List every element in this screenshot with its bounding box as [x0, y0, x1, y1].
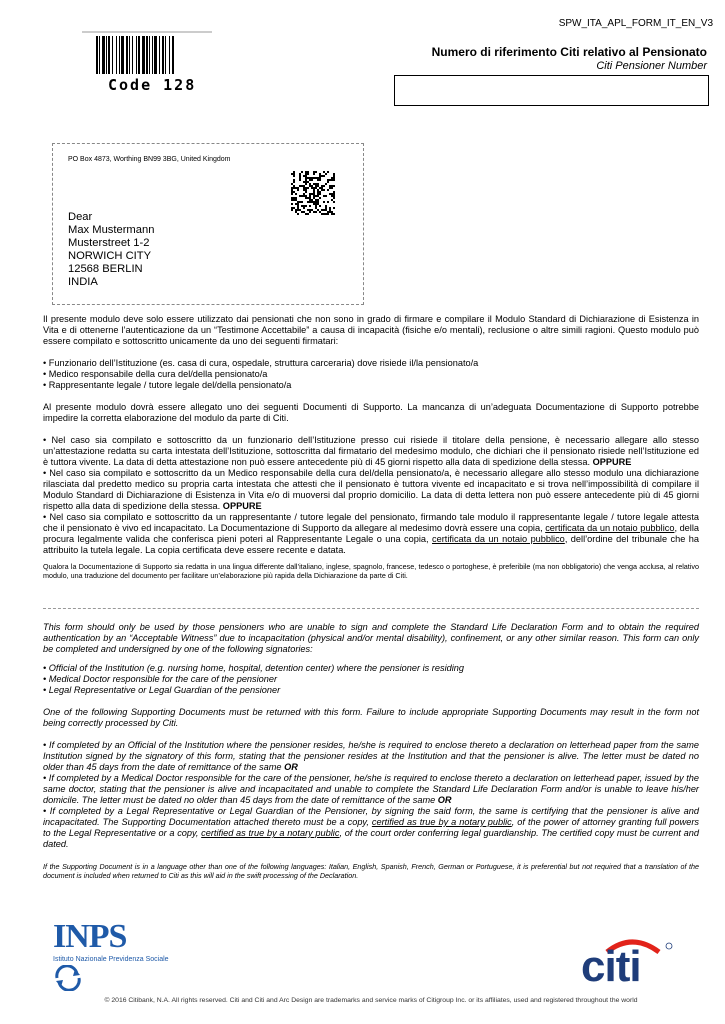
qr-module — [331, 185, 333, 187]
qr-module — [309, 197, 311, 199]
qr-module — [307, 209, 309, 211]
barcode-bar — [154, 36, 157, 74]
english-case-1: • If completed by an Official of the Institution where the pensioner resides, he/she is required to enclose thereto a declaration on letterhead paper from the same Institution signed by the signatory of this form, stating that the pensioner resides at the Institution and that the pensioner is alive. The letter must be dated no older than 45 days from the date of remittance of the same OR — [43, 740, 699, 772]
qr-module — [333, 201, 335, 203]
barcode-bar — [152, 36, 153, 74]
qr-module — [323, 175, 325, 177]
qr-module — [331, 199, 333, 201]
qr-module — [315, 185, 317, 187]
qr-module — [315, 195, 317, 197]
qr-module — [317, 185, 319, 187]
list-item: • Rappresentante legale / tutore legale del/della pensionato/a — [43, 380, 699, 391]
italian-case-1: • Nel caso sia compilato e sottoscritto da un funzionario dell’Istituzione presso cui risiede il titolare della pensione, è necessario allegare allo stesso un’attestazione redatta su carta intestata dell’Istituzione, sottoscritta dal firmatario del medesimo modulo, che dichiari che il pensionato risiede nell’Istituzione ed è tuttora vivente. La data di detta attestazione non può essere antecedente più di 45 giorni rispetto alla data di spedizione della stessa. OPPURE — [43, 435, 699, 467]
qr-module — [315, 211, 317, 213]
qr-module — [333, 175, 335, 177]
qr-module — [315, 203, 317, 205]
form-code: SPW_ITA_APL_FORM_IT_EN_V3 — [558, 18, 713, 29]
qr-module — [317, 199, 319, 201]
qr-module — [309, 199, 311, 201]
qr-module — [293, 187, 295, 189]
qr-module — [299, 179, 301, 181]
barcode-bar — [126, 36, 128, 74]
qr-module — [297, 203, 299, 205]
qr-module — [307, 181, 309, 183]
list-item: • Medico responsabile della cura del/della pensionato/a — [43, 369, 699, 380]
italian-case-3: • Nel caso sia compilato e sottoscritto da un rappresentante / tutore legale del pensionato, firmando tale modulo il rappresentante legale / tutore legale attesta che il pensionato è vivo ed incapacitato. La Documentazione di Supporto da allegare al medesimo dovrà essere una copia, certificata da un notaio pubblico, della procura legalmente valida che conferisca pieni poteri al Rappresentante Legale o una copia, certificata da un notaio pubblico, dell’ordine del tribunale che ha attribuito la tutela legale. La copia certificata deve essere recente e datata. — [43, 512, 699, 555]
qr-module — [321, 189, 323, 191]
qr-module — [313, 195, 315, 197]
certified-link: certificata da un notaio pubblico — [545, 523, 675, 533]
english-section — [43, 622, 699, 880]
list-item: • Funzionario dell’Istituzione (es. casa di cura, ospedale, struttura carceraria) dove risiede il/la pensionato/a — [43, 358, 699, 369]
qr-module — [317, 177, 319, 179]
qr-module — [319, 211, 321, 213]
qr-module — [319, 193, 321, 195]
qr-module — [321, 187, 323, 189]
english-docs-intro: One of the following Supporting Documents must be returned with this form. Failure to include appropriate Supporting Documents may result in the form not being correctly processed by Citi. — [43, 707, 699, 728]
qr-module — [313, 187, 315, 189]
qr-module — [317, 183, 319, 185]
certified-link: certified as true by a notary public — [201, 828, 340, 838]
qr-module — [301, 211, 303, 213]
qr-module — [331, 187, 333, 189]
barcode-bar — [132, 36, 133, 74]
qr-module — [325, 183, 327, 185]
address-line: Max Mustermann — [68, 224, 155, 236]
list-item: • Official of the Institution (e.g. nursing home, hospital, detention center) where the pensioner is residing — [43, 663, 699, 674]
qr-module — [311, 199, 313, 201]
certified-link: certified as true by a notary public — [371, 817, 512, 827]
qr-module — [303, 187, 305, 189]
qr-module — [325, 173, 327, 175]
qr-module — [321, 209, 323, 211]
qr-module — [311, 187, 313, 189]
qr-module — [301, 205, 303, 207]
qr-module — [331, 179, 333, 181]
qr-module — [329, 193, 331, 195]
qr-module — [293, 207, 295, 209]
barcode-bar — [146, 36, 148, 74]
barcode-bar — [159, 36, 160, 74]
qr-module — [297, 207, 299, 209]
address-line: Musterstreet 1-2 — [68, 237, 150, 249]
qr-module — [323, 201, 325, 203]
qr-module — [327, 211, 329, 213]
return-address: PO Box 4873, Worthing BN99 3BG, United Kingdom — [68, 156, 231, 163]
barcode-bar — [108, 36, 110, 74]
qr-module — [309, 205, 311, 207]
qr-module — [329, 209, 331, 211]
qr-module — [305, 191, 307, 193]
qr-module — [307, 171, 309, 173]
barcode-bar — [136, 36, 137, 74]
qr-module — [305, 189, 307, 191]
qr-module — [295, 187, 297, 189]
qr-module — [315, 207, 317, 209]
qr-module — [299, 185, 301, 187]
barcode-bar — [142, 36, 145, 74]
qr-module — [333, 213, 335, 215]
address-line: INDIA — [68, 276, 98, 288]
qr-module — [293, 181, 295, 183]
qr-module — [303, 207, 305, 209]
qr-module — [293, 185, 295, 187]
copyright: © 2016 Citibank, N.A. All rights reserved. Citi and Citi and Arc Design are trademarks and service marks of Citigroup Inc. or its affiliates, used and registered throughout the world — [104, 997, 638, 1004]
qr-module — [303, 211, 305, 213]
qr-module — [309, 177, 311, 179]
qr-module — [299, 209, 301, 211]
italian-docs-intro: Al presente modulo dovrà essere allegato uno dei seguenti Documenti di Supporto. La mancanza di un’adeguata Documentazione di Supporto potrebbe impedire la corretta elaborazione del modulo da parte di Citi. — [43, 402, 699, 423]
barcode-bar — [102, 36, 105, 74]
qr-module — [293, 199, 295, 201]
qr-module — [319, 177, 321, 179]
qr-module — [313, 211, 315, 213]
citi-logo: citi — [577, 930, 677, 990]
qr-module — [317, 201, 319, 203]
qr-module — [313, 203, 315, 205]
qr-module — [305, 181, 307, 183]
qr-module — [321, 175, 323, 177]
qr-module — [319, 173, 321, 175]
italian-intro: Il presente modulo deve solo essere utilizzato dai pensionati che non sono in grado di firmare e compilare il Modulo Standard di Dichiarazione di Esistenza in Vita e di ottenerne l’autenticazione da un “Testimone Accettabile” a causa di incapacità (fisiche e/o mentali), reclusione o altre simili ragioni. Questo modulo può essere compilato e sottoscritto unicamente da uno dei seguenti firmatari: — [43, 314, 699, 346]
qr-module — [297, 209, 299, 211]
english-intro: This form should only be used by those pensioners who are unable to sign and complete the Standard Life Declaration Form and to obtain the required authentication by an “Acceptable Witness” due to incapacitation (physical and/or mental disability), confinement, or any other similar reason. This form can only be completed and undersigned by one of the following signatories: — [43, 622, 699, 654]
english-case-3: • If completed by a Legal Representative or Legal Guardian of the Pensioner, by signing the said form, the same is certifying that the pensioner is alive and incapacitated. The Supporting Documentation attached thereto must be a copy, certified as true by a notary public, of the power of attorney granting full powers to the Legal Representative or a copy, certified as true by a notary public, of the court order conferring legal guardianship. The certified copy must be current and dated. — [43, 806, 700, 849]
qr-module — [295, 203, 297, 205]
english-signatories — [43, 663, 699, 696]
qr-module — [305, 177, 307, 179]
qr-module — [309, 209, 311, 211]
qr-module — [329, 211, 331, 213]
italian-note: Qualora la Documentazione di Supporto sia redatta in una lingua differente dall’italiano, inglese, spagnolo, francese, tedesco o portoghese, è preferibile (ma non obbligatorio) che venga acclusa, al relativo modulo, una traduzione del documento per facilitare un’elaborazione più rapida della Dichiarazione da parte di Citi. — [43, 562, 699, 580]
qr-module — [307, 197, 309, 199]
qr-module — [323, 171, 325, 173]
qr-module — [317, 179, 319, 181]
qr-module — [331, 193, 333, 195]
qr-module — [325, 205, 327, 207]
qr-module — [299, 201, 301, 203]
qr-module — [301, 185, 303, 187]
certified-link: certificata da un notaio pubblico — [432, 534, 565, 544]
qr-module — [307, 187, 309, 189]
qr-module — [323, 185, 325, 187]
qr-module — [307, 213, 309, 215]
qr-module — [303, 175, 305, 177]
qr-module — [303, 195, 305, 197]
barcode-bar — [149, 36, 150, 74]
qr-module — [303, 185, 305, 187]
qr-module — [315, 187, 317, 189]
qr-module — [303, 193, 305, 195]
qr-module — [291, 203, 293, 205]
qr-module — [307, 173, 309, 175]
qr-module — [317, 195, 319, 197]
qr-module — [291, 209, 293, 211]
qr-module — [319, 191, 321, 193]
barcode-caption: Code 128 — [108, 76, 197, 94]
qr-module — [305, 175, 307, 177]
qr-module — [295, 197, 297, 199]
oppure-label: OPPURE — [592, 457, 632, 467]
address-line: NORWICH CITY — [68, 250, 152, 262]
qr-module — [291, 193, 293, 195]
qr-module — [317, 209, 319, 211]
qr-module — [305, 173, 307, 175]
qr-module — [315, 177, 317, 179]
qr-module — [321, 185, 323, 187]
qr-module — [307, 177, 309, 179]
qr-module — [329, 185, 331, 187]
qr-module — [321, 213, 323, 215]
qr-module — [291, 197, 293, 199]
qr-module — [303, 181, 305, 183]
qr-module — [305, 195, 307, 197]
qr-module — [313, 183, 315, 185]
qr-module — [299, 175, 301, 177]
qr-module — [299, 173, 301, 175]
qr-module — [295, 209, 297, 211]
section-divider — [43, 608, 699, 609]
barcode-bar — [165, 36, 166, 74]
barcode-bar — [116, 36, 117, 74]
qr-module — [305, 187, 307, 189]
qr-module — [309, 179, 311, 181]
qr-module — [291, 189, 293, 191]
qr-module — [315, 205, 317, 207]
qr-module — [297, 213, 299, 215]
ref-title: Numero di riferimento Citi relativo al Pensionato — [431, 45, 707, 59]
qr-module — [317, 191, 319, 193]
qr-module — [317, 203, 319, 205]
english-note: If the Supporting Document is in a language other than one of the following languages: Italian, English, Spanish, French, German or Portuguese, it is preferential but not required that a translation of the document is included when returned to Citi as this will aid in the swift processing of the Declaration. — [43, 862, 699, 880]
qr-module — [299, 195, 301, 197]
qr-module — [291, 173, 293, 175]
barcode-bar — [106, 36, 107, 74]
inps-logo: INPS Istituto Nazionale Previdenza Sociale — [53, 920, 183, 992]
qr-module — [325, 209, 327, 211]
qr-module — [329, 179, 331, 181]
qr-module — [323, 213, 325, 215]
qr-module — [327, 181, 329, 183]
qr-module — [297, 187, 299, 189]
qr-module — [293, 173, 295, 175]
qr-module — [333, 197, 335, 199]
qr-module — [313, 189, 315, 191]
qr-module — [303, 205, 305, 207]
qr-module — [301, 201, 303, 203]
qr-module — [319, 179, 321, 181]
qr-module — [333, 173, 335, 175]
barcode-bar — [138, 36, 140, 74]
qr-module — [311, 177, 313, 179]
qr-module — [319, 187, 321, 189]
qr-module — [319, 197, 321, 199]
qr-module — [333, 195, 335, 197]
barcode-bar — [172, 36, 174, 74]
qr-module — [291, 191, 293, 193]
qr-module — [311, 209, 313, 211]
qr-code-icon — [291, 171, 335, 215]
english-case-2: • If completed by a Medical Doctor responsible for the care of the pensioner, he/she is required to enclose thereto a declaration on letterhead paper, issued by the same doctor, stating that the pensioner is alive and incapacitated and unable to complete the Standard Life Declaration Form and/or is unable to leave his/her domicile. The letter must be dated no older than 45 days from the date of remittance of the same OR — [43, 773, 699, 805]
qr-module — [333, 177, 335, 179]
barcode-bar — [99, 36, 100, 74]
qr-module — [333, 193, 335, 195]
inps-arrows-icon — [53, 965, 83, 991]
qr-module — [295, 193, 297, 195]
qr-module — [309, 195, 311, 197]
qr-module — [311, 201, 313, 203]
qr-module — [305, 205, 307, 207]
qr-module — [309, 193, 311, 195]
qr-module — [323, 189, 325, 191]
qr-module — [331, 177, 333, 179]
qr-module — [309, 183, 311, 185]
list-item: • Medical Doctor responsible for the care of the pensioner — [43, 674, 699, 685]
ref-subtitle: Citi Pensioner Number — [596, 60, 707, 72]
list-item: • Legal Representative or Legal Guardian of the pensioner — [43, 685, 699, 696]
italian-section — [43, 314, 699, 580]
qr-module — [333, 191, 335, 193]
qr-module — [313, 191, 315, 193]
qr-module — [317, 189, 319, 191]
barcode-bar — [119, 36, 120, 74]
barcode-bar — [96, 36, 98, 74]
qr-module — [311, 185, 313, 187]
qr-module — [323, 195, 325, 197]
qr-module — [309, 201, 311, 203]
pensioner-number-field[interactable] — [394, 75, 709, 106]
qr-module — [293, 191, 295, 193]
qr-module — [325, 207, 327, 209]
barcode-bar — [112, 36, 113, 74]
recipient-address — [68, 211, 154, 289]
qr-module — [305, 197, 307, 199]
qr-module — [295, 211, 297, 213]
barcode-bar — [129, 36, 130, 74]
qr-module — [305, 171, 307, 173]
italian-signatories — [43, 358, 699, 391]
qr-module — [309, 211, 311, 213]
qr-module — [325, 213, 327, 215]
qr-module — [293, 175, 295, 177]
qr-module — [291, 187, 293, 189]
or-label: OR — [437, 795, 452, 805]
qr-module — [295, 199, 297, 201]
qr-module — [293, 179, 295, 181]
qr-module — [329, 187, 331, 189]
qr-module — [305, 179, 307, 181]
qr-module — [317, 193, 319, 195]
qr-module — [331, 195, 333, 197]
qr-module — [327, 213, 329, 215]
qr-module — [315, 201, 317, 203]
qr-module — [313, 177, 315, 179]
qr-module — [313, 173, 315, 175]
qr-module — [297, 189, 299, 191]
italian-case-2: • Nel caso sia compilato e sottoscritto da un Medico responsabile della cura del/della pensionato/a, è necessario allegare allo stesso modulo una dichiarazione rilasciata dal predetto medico su propria carta intestata che attesti che il pensionato è tuttora vivente ed incapacitato e si trova nell’impossibilità di compilare il Modulo Standard di Dichiarazione di Esistenza in Vita e/o di muoversi dal proprio domicilio. La data di detta lettera non può essere antecedente più di 45 giorni rispetto alla data di spedizione della stessa. OPPURE — [43, 468, 699, 511]
qr-module — [333, 185, 335, 187]
qr-module — [301, 171, 303, 173]
qr-module — [311, 179, 313, 181]
qr-module — [333, 179, 335, 181]
qr-module — [313, 193, 315, 195]
qr-module — [311, 193, 313, 195]
or-label: OR — [284, 762, 298, 772]
qr-module — [333, 207, 335, 209]
barcode-bar — [169, 36, 170, 74]
qr-module — [319, 175, 321, 177]
qr-module — [313, 171, 315, 173]
qr-module — [291, 199, 293, 201]
qr-module — [305, 213, 307, 215]
address-line: 12568 BERLIN — [68, 263, 143, 275]
barcode-bar — [162, 36, 164, 74]
qr-module — [293, 197, 295, 199]
qr-module — [319, 205, 321, 207]
qr-module — [325, 195, 327, 197]
qr-module — [327, 201, 329, 203]
qr-module — [309, 185, 311, 187]
qr-module — [327, 179, 329, 181]
qr-module — [331, 211, 333, 213]
qr-module — [313, 201, 315, 203]
qr-module — [327, 189, 329, 191]
address-line: Dear — [68, 211, 93, 223]
qr-module — [315, 199, 317, 201]
qr-module — [323, 209, 325, 211]
inps-caption: Istituto Nazionale Previdenza Sociale — [53, 956, 169, 963]
qr-module — [297, 205, 299, 207]
qr-module — [297, 201, 299, 203]
barcode-bar — [121, 36, 124, 74]
qr-module — [327, 171, 329, 173]
qr-module — [313, 197, 315, 199]
qr-module — [305, 183, 307, 185]
qr-module — [291, 183, 293, 185]
qr-module — [331, 213, 333, 215]
qr-module — [299, 177, 301, 179]
oppure-label: OPPURE — [222, 501, 262, 511]
qr-module — [329, 207, 331, 209]
qr-module — [301, 195, 303, 197]
qr-module — [315, 171, 317, 173]
qr-module — [291, 207, 293, 209]
qr-module — [315, 183, 317, 185]
qr-module — [293, 171, 295, 173]
qr-module — [303, 189, 305, 191]
qr-module — [307, 201, 309, 203]
